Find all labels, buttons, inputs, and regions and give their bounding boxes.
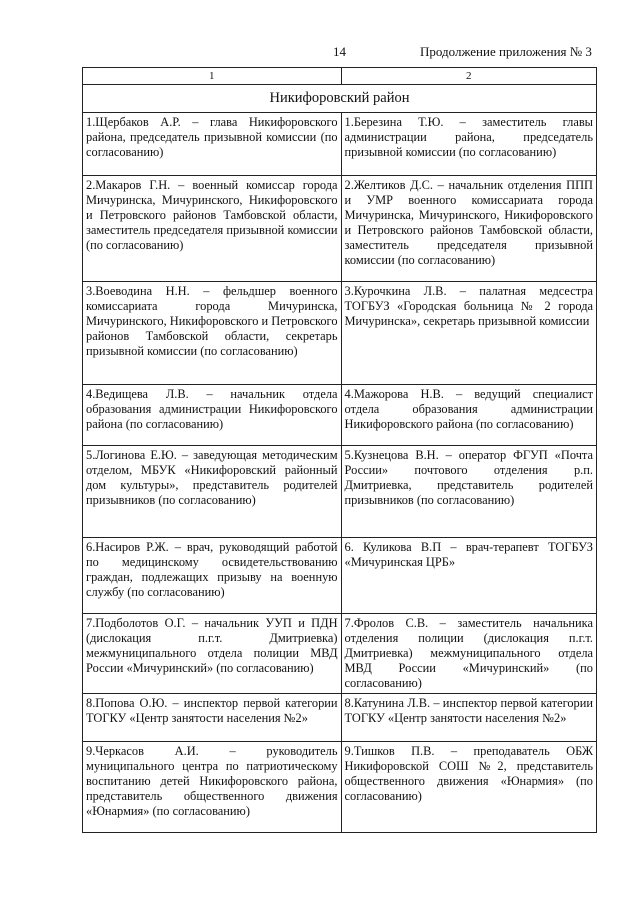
member-reserve: 7.Фролов С.В. – заместитель начальника отделения полиции (дислокация п.г.т. Дмитриевка) межмуниципального отдела МВД России «Мичуринский» (по согласованию) (341, 614, 596, 694)
table-row (83, 538, 597, 614)
member-reserve: 1.Березина Т.Ю. – заместитель главы администрации района, председатель призывной комиссии (по согласованию) (341, 113, 596, 176)
member-main: 2.Макаров Г.Н. – военный комиссар города Мичуринска, Мичуринского, Никифоровского и Петровского районов Тамбовской области, заместитель председателя призывной комиссии (по согласованию) (83, 176, 342, 282)
table-row (83, 176, 597, 282)
member-main: 7.Подболотов О.Г. – начальник УУП и ПДН (дислокация п.г.т. Дмитриевка) межмуниципального отдела полиции МВД России «Мичуринский» (по согласованию) (83, 614, 342, 694)
column-number-row (83, 68, 597, 85)
table-row (83, 385, 597, 446)
column-number: 2 (341, 68, 596, 85)
member-reserve: 9.Тишков П.В. – преподаватель ОБЖ Никифоровской СОШ №2, представитель общественного движения «Юнармия» (по согласованию) (341, 742, 596, 833)
table-row (83, 113, 597, 176)
member-main: 6.Насиров Р.Ж. – врач, руководящий работой по медицинскому освидетельствованию граждан, подлежащих призыву на военную службу (по согласованию) (83, 538, 342, 614)
member-main: 3.Воеводина Н.Н. – фельдшер военного комиссариата города Мичуринска, Мичуринского, Никифоровского и Петровского районов Тамбовской области, секретарь призывной комиссии (по согласованию) (83, 282, 342, 385)
member-reserve: 4.Мажорова Н.В. – ведущий специалист отдела образования администрации Никифоровского района (по согласованию) (341, 385, 596, 446)
member-main: 1.Щербаков А.Р. – глава Никифоровского района, председатель призывной комиссии (по согласованию) (83, 113, 342, 176)
member-reserve: 8.Катунина Л.В. – инспектор первой категории ТОГКУ «Центр занятости населения №2» (341, 694, 596, 742)
table-row (83, 742, 597, 833)
member-reserve: 5.Кузнецова В.Н. – оператор ФГУП «Почта России» почтового отделения р.п. Дмитриевка, представитель родителей призывников (по согласованию) (341, 446, 596, 538)
member-main: 5.Логинова Е.Ю. – заведующая методическим отделом, МБУК «Никифоровский районный дом культуры», представитель родителей призывников (по согласованию) (83, 446, 342, 538)
appendix-continuation-header: Продолжение приложения № 3 (420, 44, 592, 59)
column-number: 1 (83, 68, 342, 85)
table-row (83, 614, 597, 694)
member-reserve: 6. Куликова В.П – врач-терапевт ТОГБУЗ «Мичуринская ЦРБ» (341, 538, 596, 614)
page-number: 14 (333, 44, 346, 59)
member-main: 8.Попова О.Ю. – инспектор первой категории ТОГКУ «Центр занятости населения №2» (83, 694, 342, 742)
table-row (83, 446, 597, 538)
member-main: 4.Ведищева Л.В. – начальник отдела образования администрации Никифоровского района (по согласованию) (83, 385, 342, 446)
member-reserve: 3.Курочкина Л.В. – палатная медсестра ТОГБУЗ «Городская больница № 2 города Мичуринска», секретарь призывной комиссии (341, 282, 596, 385)
member-main: 9.Черкасов А.И. – руководитель муниципального центра по патриотическому воспитанию детей Никифоровского района, представитель общественного движения «Юнармия» (по согласованию) (83, 742, 342, 833)
district-row (83, 85, 597, 113)
commission-table (82, 67, 597, 833)
district-title: Никифоровский район (83, 85, 597, 113)
table-row (83, 282, 597, 385)
member-reserve: 2.Желтиков Д.С. – начальник отделения ППП и УМР военного комиссариата города Мичуринска, Мичуринского, Никифоровского и Петровского районов Тамбовской области, заместитель председателя призывной комиссии (по согласованию) (341, 176, 596, 282)
table-row (83, 694, 597, 742)
